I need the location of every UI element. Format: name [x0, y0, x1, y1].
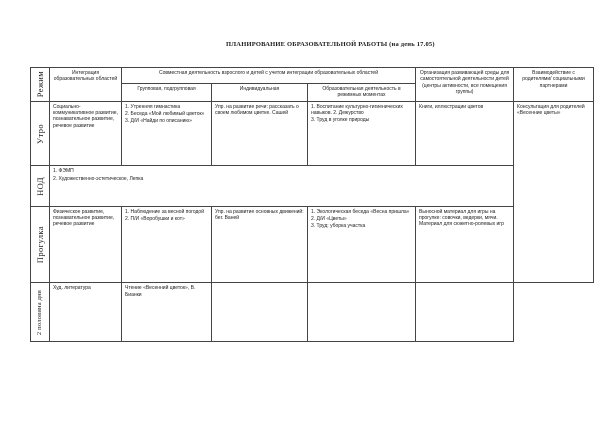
row-nod-label-cell [31, 166, 50, 206]
evening-parents-empty [514, 283, 594, 342]
morning-group-item: 3. Д/И «Найди по описанию» [125, 118, 192, 125]
walk-environment: Выносной материал для игры на прогулке: совочки, ведерки, мячи. Материал для сюжетно-ролевых игр [416, 206, 514, 283]
walk-group-item: 2. П/И «Воробушки и кот» [125, 215, 185, 222]
morning-regime-item: 1. Воспитание культурно-гигиенических навыков. 2. Дежурство [311, 103, 403, 117]
morning-group-item: 2. Беседа «Мой любимый цветок» [125, 111, 205, 118]
morning-individual-item: Упр. на развитие речи: рассказать о своем любимом цветке. Сашей [215, 103, 299, 117]
morning-environment: Книги, иллюстрации цветов [416, 101, 514, 166]
nod-line: 1. ФЭМП [53, 168, 74, 175]
morning-individual [212, 101, 308, 166]
row-walk-label-cell [31, 206, 50, 283]
nod-content [50, 166, 514, 206]
evening-individual [212, 283, 308, 342]
morning-regime-item: 3. Труд в уголке природы [311, 117, 370, 124]
walk-individual [212, 206, 308, 283]
row-morning-label-cell [31, 101, 50, 166]
walk-integration: Физическое развитие, познавательное развитие, речевое развитие [50, 206, 122, 283]
evening-group [122, 283, 212, 342]
header-joint-activity: Совместная деятельность взрослого и детей с учетом интеграции образовательных областей [122, 68, 416, 84]
header-group: Групповая, подгрупповая [122, 84, 212, 102]
evening-integration: Худ. литература [50, 283, 122, 342]
evening-environment [416, 283, 514, 342]
morning-group-item: 1. Утренняя гимнастика [125, 103, 181, 110]
row-evening-label-cell [31, 283, 50, 342]
walk-regime-item: 2. Д/И «Цветы» [311, 215, 347, 222]
morning-regime [308, 101, 416, 166]
header-individual: Индивидуальная [212, 84, 308, 102]
header-regime-moments: Образовательная деятельность в режимных моментах [308, 84, 416, 102]
document-title: ПЛАНИРОВАНИЕ ОБРАЗОВАТЕЛЬНОЙ РАБОТЫ (на день 17.05) [226, 41, 435, 48]
plan-table [30, 67, 594, 342]
walk-regime-item: 3. Труд: уборка участка [311, 223, 366, 230]
walk-individual-item: Упр. на развитие основных движений: бег. Ваней [215, 208, 304, 221]
evening-regime [308, 283, 416, 342]
header-regime-cell [31, 68, 50, 102]
evening-group-item: Чтение «Весенний цветок», В. Бианки [125, 285, 196, 298]
walk-group [122, 206, 212, 283]
row-morning-label: Утро [34, 123, 45, 144]
header-parents: Взаимодействие с родителями/ социальными партнерами [514, 68, 594, 102]
row-evening-label: 2 половина дня [35, 289, 43, 335]
morning-integration: Социально-коммуникативное развитие, познавательное развитие, речевое развитие [50, 101, 122, 166]
nod-line: 2. Художественно-эстетическое, Лепка [53, 175, 144, 182]
header-regime-label: Режим [34, 71, 45, 98]
walk-regime-item: 1. Экологическая беседа «Весна пришла» [311, 208, 410, 215]
header-integration: Интеграция образовательных областей [50, 68, 122, 102]
row-nod-label: НОД [34, 176, 45, 196]
morning-parents: Консультация для родителей «Весенние цветы» [514, 101, 594, 283]
row-walk-label: Прогулка [34, 225, 45, 264]
header-environment: Организация развивающей среды для самостоятельной деятельности детей (центры активности, все помещения группы) [416, 68, 514, 102]
morning-group [122, 101, 212, 166]
walk-group-item: 1. Наблюдение за весной погодой [125, 208, 205, 215]
walk-regime [308, 206, 416, 283]
